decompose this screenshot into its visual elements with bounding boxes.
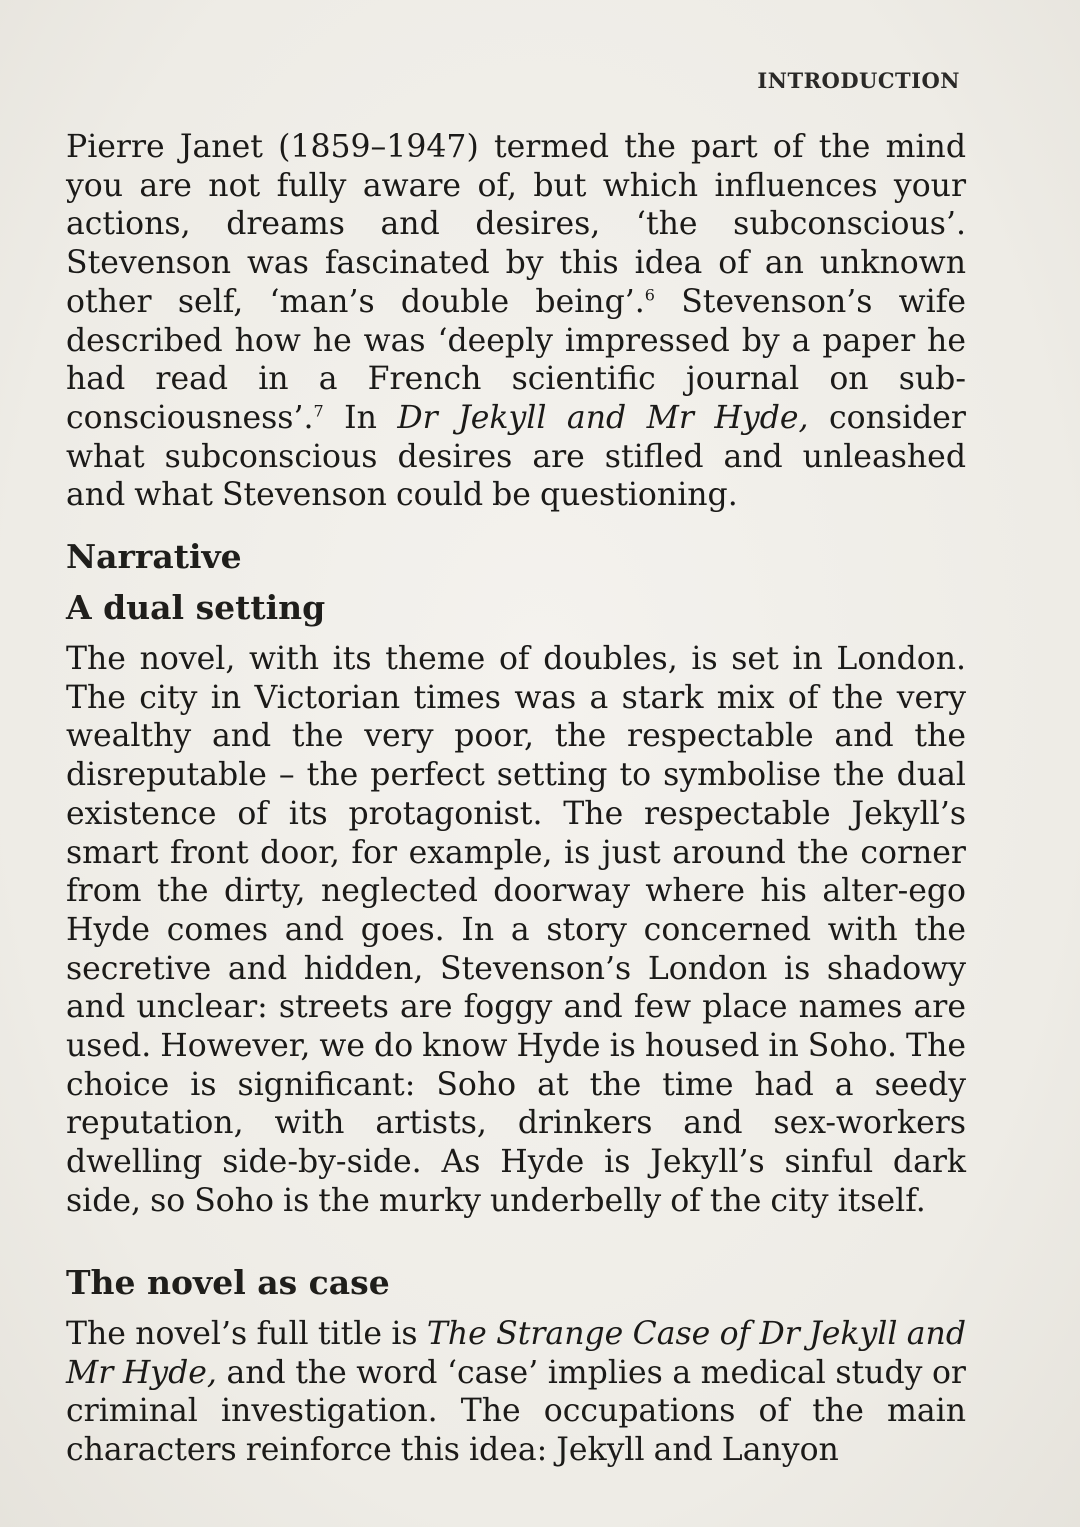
text-run: The novel’s full title is bbox=[66, 1316, 427, 1352]
footnote-marker: 7 bbox=[313, 401, 324, 421]
subheading-novel-as-case: The novel as case bbox=[66, 1263, 390, 1302]
text-run: and the word ‘case’ implies a medical study or criminal investigation. The occupations of the main characters reinforce this idea: Jekyll and Lanyon bbox=[66, 1354, 966, 1469]
text-run: Stevenson’s wife described how he was ‘deeply impressed by a paper he had read in a French scientific journal on sub-consciousness’. bbox=[66, 283, 966, 436]
running-header: INTRODUCTION bbox=[757, 68, 960, 93]
footnote-marker: 6 bbox=[644, 285, 655, 305]
subheading-dual-setting: A dual setting bbox=[66, 588, 326, 627]
intro-paragraph bbox=[66, 128, 966, 515]
novel-as-case-paragraph bbox=[66, 1315, 966, 1470]
text-run: In bbox=[323, 399, 398, 436]
text-run: consider what subconscious desires are stifled and unleashed and what Stevenson could be questioning. bbox=[66, 399, 966, 514]
paragraph-text: The novel, with its theme of doubles, is set in London. The city in Victorian times was a stark mix of the very wealthy and the very poor, the respectable and the disreputable – the perfect setting to symbolise the dual existence of its protagonist. The respectable Jekyll’s smart front door, for example, is just around the corner from the dirty, neglected doorway where his alter-ego Hyde comes and goes. In a story concerned with the secretive and hidden, Stevenson’s London is shadowy and unclear: streets are foggy and few place names are used. However, we do know Hyde is housed in Soho. The choice is significant: Soho at the time had a seedy reputation, with artists, drinkers and sex-workers dwelling side-by-side. As Hyde is Jekyll’s sinful dark side, so Soho is the murky underbelly of the city itself. bbox=[66, 641, 966, 1219]
text-run: Pierre Janet (1859–1947) termed the part of the mind you are not fully aware of, but which influences your actions, dreams and desires, ‘the subconscious’. Stevenson was fascinated by this idea of an unknown other self, ‘man’s double being’. bbox=[66, 129, 966, 320]
paragraph-text bbox=[66, 128, 966, 515]
dual-setting-paragraph bbox=[66, 640, 966, 1221]
book-title: Dr Jekyll and Mr Hyde, bbox=[397, 399, 809, 436]
paragraph-text bbox=[66, 1315, 966, 1470]
book-title: The Strange Case of Dr Jekyll and Mr Hyde, bbox=[66, 1316, 966, 1391]
section-heading-narrative: Narrative bbox=[66, 537, 242, 576]
